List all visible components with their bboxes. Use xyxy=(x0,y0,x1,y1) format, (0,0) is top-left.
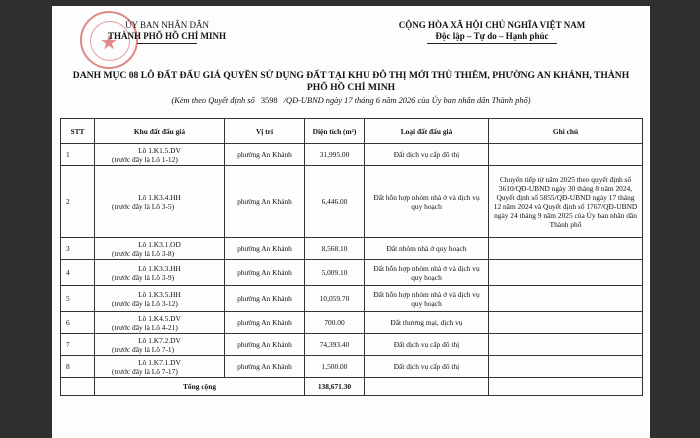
document-subtitle xyxy=(66,95,636,106)
cell-area: 74,393.40 xyxy=(305,334,365,356)
cell-location: phường An Khánh xyxy=(225,356,305,378)
table-row xyxy=(61,260,643,286)
agency-name: ỦY BAN NHÂN DÂN xyxy=(125,20,209,30)
cell-location: phường An Khánh xyxy=(225,238,305,260)
cell-note xyxy=(489,260,643,286)
cell-type: Đất dịch vụ cấp đô thị xyxy=(365,144,489,166)
cell-area: 6,446.00 xyxy=(305,166,365,238)
total-area: 138,671.30 xyxy=(305,378,365,396)
plot-code: Lô 1.K1.5.DV xyxy=(138,145,181,155)
agency-header xyxy=(92,20,242,44)
plot-former-code: (trước đây là Lô 7-1) xyxy=(112,344,175,354)
cell-note xyxy=(489,286,643,312)
cell-plot xyxy=(95,312,225,334)
plot-former-code: (trước đây là Lô 4-21) xyxy=(112,322,178,332)
cell-note xyxy=(489,144,643,166)
cell-stt: 5 xyxy=(61,286,95,312)
cell-stt: 7 xyxy=(61,334,95,356)
table-row xyxy=(61,286,643,312)
cell-location: phường An Khánh xyxy=(225,312,305,334)
header-type: Loại đất đấu giá xyxy=(365,119,489,144)
cell-stt: 4 xyxy=(61,260,95,286)
plot-code: Lô 1.K3.5.HH xyxy=(138,289,181,299)
motto-underline xyxy=(427,43,557,44)
cell-area: 31,995.00 xyxy=(305,144,365,166)
nation-name: CỘNG HÒA XÃ HỘI CHỦ NGHĨA VIỆT NAM xyxy=(398,20,586,30)
cell-plot xyxy=(95,238,225,260)
cell-area: 700.00 xyxy=(305,312,365,334)
table-row xyxy=(61,166,643,238)
cell-area: 10,059.70 xyxy=(305,286,365,312)
cell-total-empty xyxy=(489,378,643,396)
cell-location: phường An Khánh xyxy=(225,166,305,238)
header-plot: Khu đất đấu giá xyxy=(95,119,225,144)
cell-note: Chuyển tiếp từ năm 2025 theo quyết định số 3610/QĐ-UBND ngày 30 tháng 8 năm 2024, Quyết định số 5855/QĐ-UBND ngày 17 tháng 12 năm 2024 và Quyết định số 1767/QĐ-UBND ngày 24 tháng 9 năm 2025 của Ủy ban nhân dân Thành phố xyxy=(489,166,643,238)
table-row xyxy=(61,144,643,166)
cell-stt: 1 xyxy=(61,144,95,166)
table-row xyxy=(61,356,643,378)
land-plot-table xyxy=(60,118,643,396)
star-icon: ★ xyxy=(100,30,118,54)
cell-type: Đất hỗn hợp nhóm nhà ở và dịch vụ quy hoạch xyxy=(365,166,489,238)
cell-type: Đất thương mại, dịch vụ xyxy=(365,312,489,334)
subtitle-suffix: /QĐ-UBND ngày 17 tháng 6 năm 2026 của Ủy ban nhân dân Thành phố) xyxy=(283,96,531,105)
cell-stt: 6 xyxy=(61,312,95,334)
nation-header xyxy=(342,20,642,44)
cell-note xyxy=(489,334,643,356)
plot-former-code: (trước đây là Lô 7-17) xyxy=(112,366,178,376)
total-row xyxy=(61,378,643,396)
nation-motto: Độc lập – Tự do – Hạnh phúc xyxy=(435,31,549,41)
plot-code: Lô 1.K3.3.HH xyxy=(138,263,181,273)
cell-plot xyxy=(95,356,225,378)
city-name: THÀNH PHỐ HỒ CHÍ MINH xyxy=(107,31,226,41)
table-row xyxy=(61,334,643,356)
cell-area: 5,009.10 xyxy=(305,260,365,286)
header-area: Diện tích (m²) xyxy=(305,119,365,144)
plot-code: Lô 1.K7.1.DV xyxy=(138,357,181,367)
plot-former-code: (trước đây là Lô 3-9) xyxy=(112,272,175,282)
table-row xyxy=(61,238,643,260)
cell-location: phường An Khánh xyxy=(225,144,305,166)
cell-stt: 8 xyxy=(61,356,95,378)
cell-type: Đất hỗn hợp nhóm nhà ở và dịch vụ quy hoạch xyxy=(365,286,489,312)
document-title: DANH MỤC 08 LÔ ĐẤT ĐẤU GIÁ QUYỀN SỬ DỤNG ĐẤT TẠI KHU ĐÔ THỊ MỚI THỦ THIÊM, PHƯỜNG AN KHÁNH, THÀNH PHỐ HỒ CHÍ MINH xyxy=(72,70,630,93)
plot-code: Lô 1.K3.1.OD xyxy=(138,239,181,249)
subtitle-prefix: (Kèm theo Quyết định số xyxy=(171,96,255,105)
cell-stt: 3 xyxy=(61,238,95,260)
plot-former-code: (trước đây là Lô 3-8) xyxy=(112,248,175,258)
cell-note xyxy=(489,356,643,378)
plot-code: Lô 1.K7.2.DV xyxy=(138,335,181,345)
plot-former-code: (trước đây là Lô 3-5) xyxy=(112,201,175,211)
cell-area: 1,500.00 xyxy=(305,356,365,378)
cell-plot xyxy=(95,144,225,166)
cell-type: Đất nhóm nhà ở quy hoạch xyxy=(365,238,489,260)
table-row xyxy=(61,312,643,334)
cell-type: Đất dịch vụ cấp đô thị xyxy=(365,334,489,356)
decision-number: 3598 xyxy=(260,96,278,105)
cell-location: phường An Khánh xyxy=(225,334,305,356)
cell-stt: 2 xyxy=(61,166,95,238)
cell-plot xyxy=(95,334,225,356)
cell-note xyxy=(489,312,643,334)
plot-code: Lô 1.K4.5.DV xyxy=(138,313,181,323)
header-stt: STT xyxy=(61,119,95,144)
cell-location: phường An Khánh xyxy=(225,286,305,312)
plot-former-code: (trước đây là Lô 1-12) xyxy=(112,154,178,164)
cell-total-empty xyxy=(365,378,489,396)
table-header-row xyxy=(61,119,643,144)
cell-location: phường An Khánh xyxy=(225,260,305,286)
total-label: Tổng cộng xyxy=(95,378,305,396)
cell-type: Đất dịch vụ cấp đô thị xyxy=(365,356,489,378)
plot-former-code: (trước đây là Lô 3-12) xyxy=(112,298,178,308)
cell-note xyxy=(489,238,643,260)
cell-area: 8,568.10 xyxy=(305,238,365,260)
document-page xyxy=(52,6,650,438)
cell-plot xyxy=(95,286,225,312)
header-note: Ghi chú xyxy=(489,119,643,144)
cell-plot xyxy=(95,260,225,286)
header-location: Vị trí xyxy=(225,119,305,144)
agency-underline xyxy=(137,43,197,44)
cell-type: Đất hỗn hợp nhóm nhà ở và dịch vụ quy hoạch xyxy=(365,260,489,286)
cell-plot xyxy=(95,166,225,238)
plot-code: Lô 1.K3.4.HH xyxy=(138,192,181,202)
cell-total-empty xyxy=(61,378,95,396)
